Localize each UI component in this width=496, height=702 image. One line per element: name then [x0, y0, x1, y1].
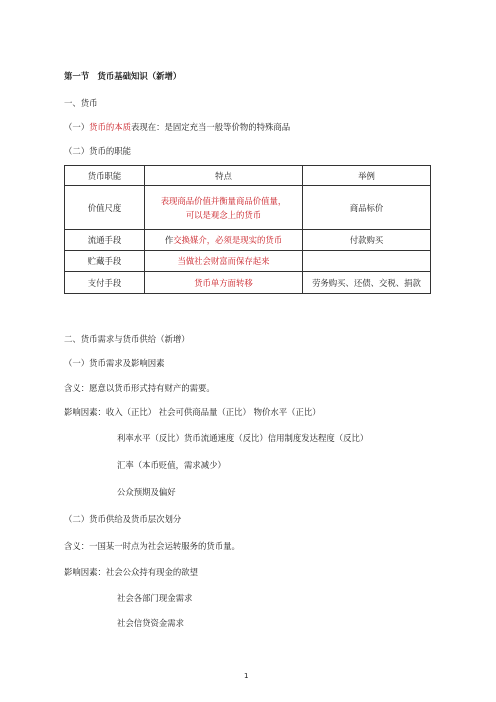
functions-heading: （二）货币的职能: [64, 146, 131, 156]
example-cell: 劳务购买、还债、交税、捐款: [303, 272, 431, 294]
example-cell: [303, 251, 431, 272]
function-cell: 流通手段: [65, 230, 145, 251]
table-row: [65, 230, 431, 251]
table-row: [65, 186, 431, 230]
heading-currency: 一、货币: [64, 98, 98, 108]
feature-cell: 货币单方面转移: [145, 272, 303, 294]
function-cell: 贮藏手段: [65, 251, 145, 272]
essence-prefix: （一）: [64, 122, 90, 132]
feature-line: 表现商品价值并衡量商品价值量，: [160, 195, 287, 206]
demand-factor-line: 影响因素：收入（正比） 社会可供商品量（正比） 物价水平（正比）: [64, 407, 321, 417]
feature-prefix: 作: [164, 235, 174, 245]
heading-demand-supply: 二、货币需求与货币供给（新增）: [64, 334, 190, 344]
section-title: 第一节 货币基础知识（新增）: [64, 71, 182, 81]
table-row: [65, 251, 431, 272]
essence-highlight: 货币的本质: [89, 122, 131, 132]
currency-functions-table: [64, 165, 431, 294]
feature-cell: [145, 230, 303, 251]
demand-factor-line: 汇率（本币贬值，需求减少）: [117, 460, 226, 470]
feature-cell: [145, 186, 303, 230]
supply-heading: （二）货币供给及货币层次划分: [64, 514, 182, 524]
function-cell: 价值尺度: [65, 186, 145, 230]
feature-highlight: 交换媒介，必须是现实的货币: [173, 235, 283, 245]
table-header-cell: 货币职能: [65, 166, 145, 186]
table-header-cell: 举例: [303, 166, 431, 186]
function-cell: 支付手段: [65, 272, 145, 294]
demand-factor-line: 利率水平（反比）货币流通速度（反比）信用制度发达程度（反比）: [117, 433, 369, 443]
supply-definition: 含义：一国某一时点为社会运转服务的货币量。: [64, 541, 240, 551]
table-header-row: [65, 166, 431, 186]
essence-line: [64, 122, 290, 133]
example-cell: 付款购买: [303, 230, 431, 251]
supply-factor-line: 社会信贷资金需求: [117, 618, 184, 628]
table-row: [65, 272, 431, 294]
supply-factor-line: 影响因素：社会公众持有现金的欲望: [64, 567, 198, 577]
example-cell: 商品标价: [303, 186, 431, 230]
demand-factor-line: 公众预期及偏好: [117, 487, 176, 497]
essence-rest: 表现在：是固定充当一般等价物的特殊商品: [131, 122, 291, 132]
feature-cell: 当做社会财富而保存起来: [145, 251, 303, 272]
demand-heading: （一）货币需求及影响因素: [64, 358, 165, 368]
supply-factor-line: 社会各部门现金需求: [117, 593, 193, 603]
feature-line: 可以是观念上的货币: [185, 209, 262, 220]
page-number: 1: [244, 672, 249, 680]
demand-definition: 含义：愿意以货币形式持有财产的需要。: [64, 383, 215, 393]
table-header-cell: 特点: [145, 166, 303, 186]
